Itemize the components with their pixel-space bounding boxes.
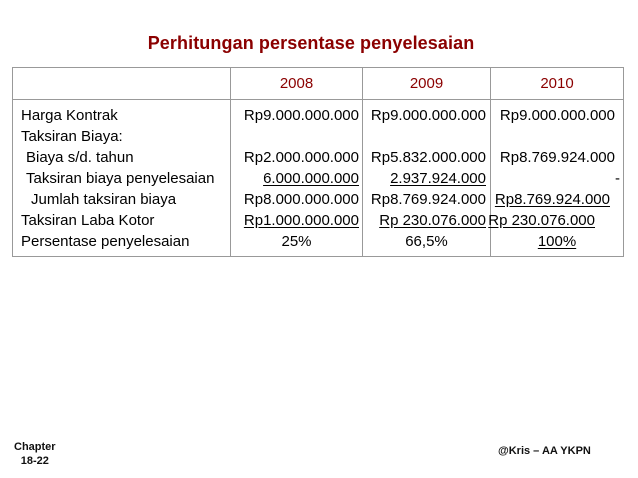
completion-table <box>12 67 624 257</box>
row-label-harga-kontrak: Harga Kontrak <box>21 107 118 124</box>
value-2009: Rp9.000.000.000 <box>370 107 486 124</box>
value-2009: Rp 230.076.000 <box>379 212 486 229</box>
row-label-taksiran-biaya: Taksiran Biaya: <box>21 128 123 145</box>
row-label-taksiran-biaya-penyelesaian: Taksiran biaya penyelesaian <box>26 170 215 187</box>
row-label-jumlah-taksiran-biaya: Jumlah taksiran biaya <box>31 191 177 208</box>
row-label-biaya-sd-tahun: Biaya s/d. tahun <box>26 149 134 166</box>
row-label-persentase-penyelesaian: Persentase penyelesaian <box>21 233 190 250</box>
value-2010: Rp 230.076.000 <box>488 212 595 229</box>
value-2008: 25% <box>281 233 312 250</box>
credit-label: @Kris – AA YKPN <box>498 445 591 457</box>
column-divider <box>362 68 363 256</box>
year-header-2008: 2008 <box>279 75 314 92</box>
value-2008: 6.000.000.000 <box>263 170 359 187</box>
value-2010: Rp8.769.924.000 <box>499 149 615 166</box>
value-2008: Rp8.000.000.000 <box>243 191 359 208</box>
value-2009: Rp5.832.000.000 <box>370 149 486 166</box>
chapter-label <box>14 440 56 468</box>
value-2009: 66,5% <box>405 233 448 250</box>
page-number: 18-22 <box>20 455 49 467</box>
slide-title: Perhitungan persentase penyelesaian <box>147 33 475 53</box>
value-2010: 100% <box>537 233 577 250</box>
row-label-taksiran-laba-kotor: Taksiran Laba Kotor <box>21 212 155 229</box>
value-2010: Rp8.769.924.000 <box>494 191 610 208</box>
chapter-text: Chapter <box>14 441 56 453</box>
value-2009: Rp8.769.924.000 <box>370 191 486 208</box>
value-2009: 2.937.924.000 <box>390 170 486 187</box>
value-2008: Rp1.000.000.000 <box>243 212 359 229</box>
value-2008: Rp2.000.000.000 <box>243 149 359 166</box>
value-2010: Rp9.000.000.000 <box>499 107 615 124</box>
year-header-2010: 2010 <box>540 75 574 92</box>
year-header-2009: 2009 <box>409 75 444 92</box>
value-2008: Rp9.000.000.000 <box>243 107 359 124</box>
value-2010: - <box>615 170 620 187</box>
column-divider <box>230 68 231 256</box>
